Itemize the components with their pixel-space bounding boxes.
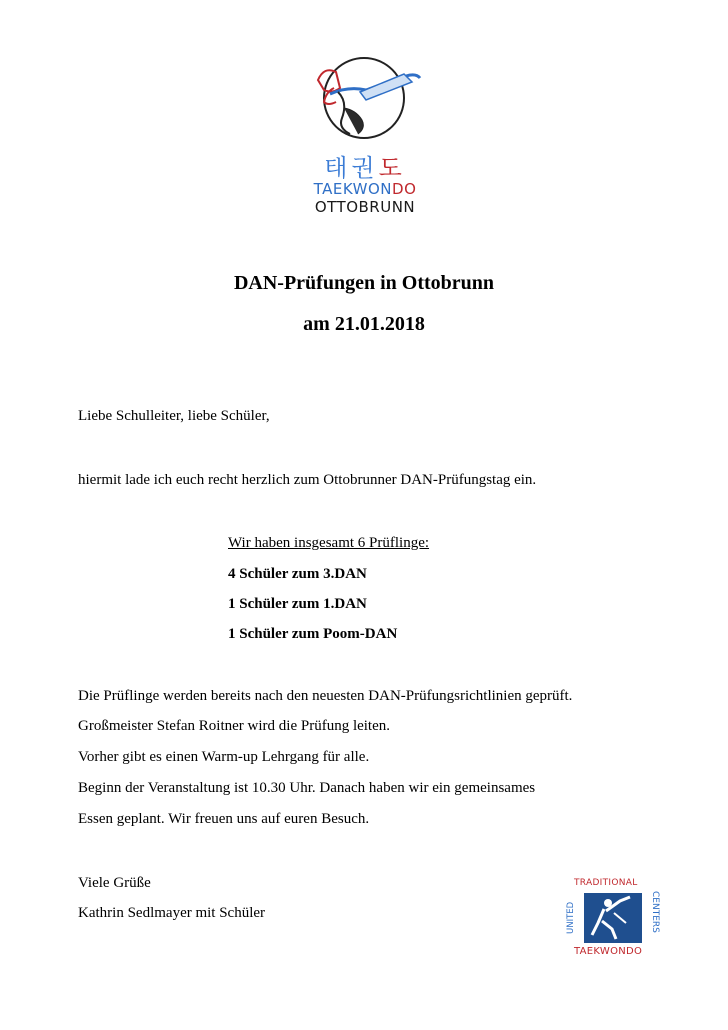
candidate-item: 1 Schüler zum Poom-DAN bbox=[228, 626, 398, 642]
candidate-item: 1 Schüler zum 1.DAN bbox=[228, 596, 367, 612]
body-line: Beginn der Veranstaltung ist 10.30 Uhr. Danach haben wir ein gemeinsames bbox=[78, 780, 536, 796]
candidate-item: 4 Schüler zum 3.DAN bbox=[228, 566, 367, 582]
logo-text-traditional: TRADITIONAL bbox=[574, 878, 638, 888]
closing-text: Viele Grüße bbox=[78, 875, 151, 891]
logo-text-united: UNITED bbox=[566, 901, 576, 935]
body-line: Großmeister Stefan Roitner wird die Prüfung leiten. bbox=[78, 718, 391, 734]
brand-name-ottobrunn: OTTOBRUNN bbox=[314, 198, 416, 216]
document-date: am 21.01.2018 bbox=[303, 313, 425, 335]
hangul-taekwondo-text: 태권도 bbox=[324, 154, 406, 182]
greeting-text: Liebe Schulleiter, liebe Schüler, bbox=[78, 408, 270, 424]
candidates-header: Wir haben insgesamt 6 Prüflinge: bbox=[228, 535, 430, 551]
logo-text-taekwondo: TAEKWONDO bbox=[574, 946, 643, 957]
kicking-emblem-icon bbox=[584, 893, 642, 943]
intro-text: hiermit lade ich euch recht herzlich zum Ottobrunner DAN-Prüfungstag ein. bbox=[78, 472, 537, 488]
body-line: Vorher gibt es einen Warm-up Lehrgang für alle. bbox=[78, 749, 370, 765]
document-title: DAN-Prüfungen in Ottobrunn bbox=[233, 272, 495, 294]
body-line: Essen geplant. Wir freuen uns auf euren Besuch. bbox=[78, 811, 370, 827]
body-line: Die Prüflinge werden bereits nach den neuesten DAN-Prüfungsrichtlinien geprüft. bbox=[78, 688, 573, 704]
kicking-figure-icon bbox=[300, 48, 430, 148]
signature-text: Kathrin Sedlmayer mit Schüler bbox=[78, 905, 266, 921]
brand-name-taekwondo: TAEKWONDO bbox=[313, 180, 417, 198]
logo-text-centers: CENTERS bbox=[650, 891, 660, 933]
